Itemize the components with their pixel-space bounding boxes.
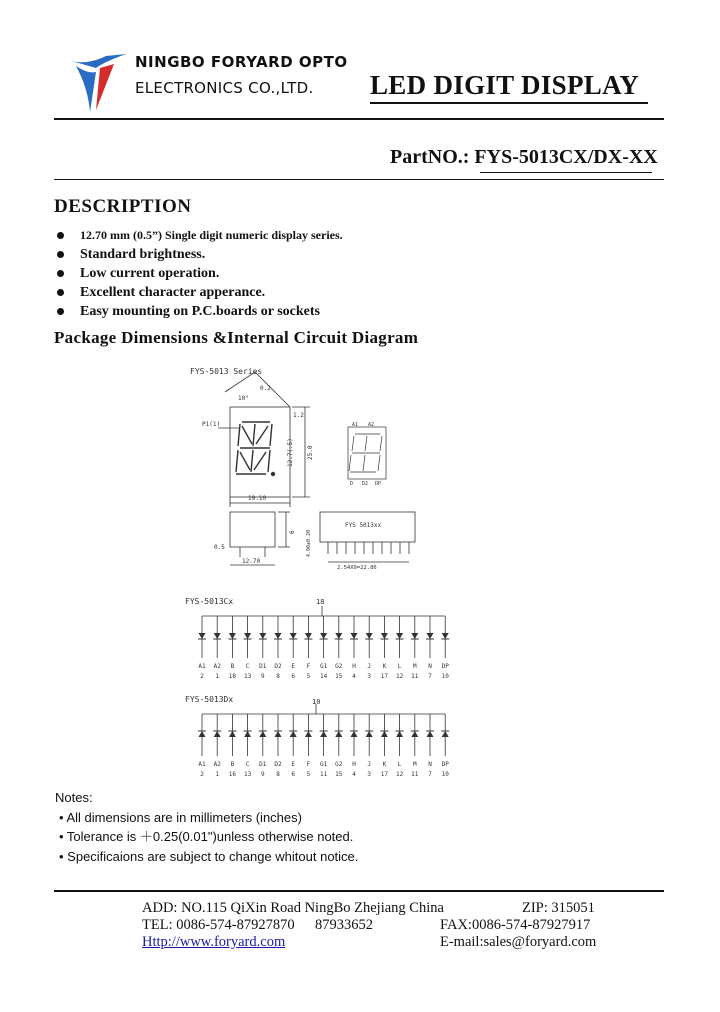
segment-label: F [306, 663, 311, 670]
back-view-pins [328, 542, 409, 554]
pin-number: 9 [260, 673, 265, 680]
segment-label: A1 [198, 663, 206, 670]
led-diode-icon [396, 731, 403, 737]
bullet-icon [57, 270, 64, 277]
led-diode-icon [199, 633, 206, 639]
pin-number: 4 [352, 771, 356, 778]
pin-number: 11 [411, 673, 419, 680]
led-diode-icon [229, 731, 236, 737]
dim-2-54: 2.54X9=22.86 [337, 565, 377, 571]
pin-number: 12 [395, 673, 404, 680]
pin-label-dp: DP [375, 481, 382, 487]
front-view-body [230, 407, 290, 497]
dim-10-deg: 10° [238, 395, 249, 402]
pin-label-a2: A2 [368, 422, 375, 428]
segment-label: D2 [274, 761, 282, 768]
led-diode-icon [411, 731, 418, 737]
led-diode-icon [335, 633, 342, 639]
footer-email: E-mail:sales@foryard.com [440, 934, 597, 950]
part-rule [54, 179, 664, 180]
feature-item: Low current operation. [54, 264, 343, 283]
pin-number: 3 [367, 673, 372, 680]
dim-25-0: 25.0 [307, 445, 314, 460]
pin-layout-diagram [348, 427, 386, 479]
part-number-underline [480, 172, 652, 173]
bullet-icon [57, 251, 64, 258]
pin-number: 16 [228, 771, 237, 778]
package-heading: Package Dimensions &Internal Circuit Diagram [54, 328, 419, 347]
led-diode-icon [320, 731, 327, 737]
feature-item: 12.70 mm (0.5”) Single digit numeric display series. [54, 226, 343, 245]
segment-label: DP [441, 761, 449, 768]
segment-label: K [382, 663, 387, 670]
footer-address: ADD: NO.115 QiXin Road NingBo Zhejiang China [142, 900, 444, 916]
pin-number: 10 [441, 771, 449, 778]
pin-number: 15 [335, 771, 343, 778]
led-diode-icon [351, 633, 358, 639]
footer-tel: TEL: 0086-574-87927870 [142, 917, 295, 933]
segment-label: J [367, 663, 372, 670]
led-diode-icon [427, 633, 434, 639]
led-diode-icon [320, 633, 327, 639]
dim-12-70: 12.70 [242, 558, 261, 565]
pin-label-d: D [350, 481, 354, 487]
dim-6: 6 [289, 530, 296, 534]
pin-number: 4 [352, 673, 356, 680]
segment-label: H [352, 663, 356, 670]
pin-number: 12 [395, 771, 404, 778]
led-diode-icon [381, 633, 388, 639]
led-diode-icon [381, 731, 388, 737]
circuit-cx-common-pin: 18 [316, 598, 325, 606]
notes-heading: Notes: [55, 790, 93, 805]
led-diode-icon [259, 731, 266, 737]
segment-label: E [291, 761, 296, 768]
notes-section [55, 788, 358, 866]
segment-label: N [428, 663, 432, 670]
led-diode-icon [214, 731, 221, 737]
footer-contact [54, 900, 614, 951]
pin-number: 7 [428, 771, 432, 778]
pin-number: 6 [291, 771, 296, 778]
circuit-diagram-cx [180, 590, 460, 680]
footer-website-link[interactable]: Http://www.foryard.com [142, 934, 286, 950]
segment-label: A2 [213, 761, 221, 768]
pin-number: 17 [380, 771, 389, 778]
led-diode-icon [290, 731, 297, 737]
segment-label: G2 [335, 663, 343, 670]
pin-number: 11 [319, 771, 328, 778]
title-underline [370, 102, 648, 104]
series-label: FYS-5013 Series [190, 367, 263, 376]
company-name-line1: NINGBO FORYARD OPTO [135, 53, 348, 71]
segment-label: D2 [274, 663, 282, 670]
led-diode-icon [305, 633, 312, 639]
pin-label-a1: A1 [352, 422, 359, 428]
header-rule [54, 118, 664, 120]
led-diode-icon [214, 633, 221, 639]
pin-number: 18 [228, 673, 237, 680]
led-diode-icon [396, 633, 403, 639]
feature-item: Standard brightness. [54, 245, 343, 264]
bullet-icon [57, 232, 64, 239]
pin-number: 9 [260, 771, 265, 778]
segment-label: A1 [198, 761, 206, 768]
pin-number: 15 [335, 673, 343, 680]
bullet-icon [57, 308, 64, 315]
led-diode-icon [335, 731, 342, 737]
led-diode-icon [275, 633, 282, 639]
side-view-body [230, 512, 275, 547]
segment-label: M [412, 663, 417, 670]
dim-4: 4.00±0.20 [306, 529, 312, 557]
dim-p1: P1(1) [202, 421, 221, 428]
segment-label: DP [441, 663, 449, 670]
part-number: PartNO.: FYS-5013CX/DX-XX [390, 146, 658, 168]
feature-list [54, 226, 343, 321]
pin-number: 1 [215, 673, 220, 680]
segment-label: M [412, 761, 417, 768]
pin-number: 2 [200, 673, 204, 680]
led-diode-icon [259, 633, 266, 639]
dim-1-2: 1.2 [293, 412, 304, 419]
led-diode-icon [229, 633, 236, 639]
led-diode-icon [275, 731, 282, 737]
document-title: LED DIGIT DISPLAY [370, 70, 640, 100]
pin-number: 17 [380, 673, 389, 680]
segment-label: D1 [259, 761, 267, 768]
pin-number: 8 [276, 673, 280, 680]
led-diode-icon [366, 731, 373, 737]
package-dimension-drawing [180, 362, 480, 582]
footer-tel2: 87933652 [315, 917, 373, 933]
segment-label: L [397, 663, 402, 670]
led-diode-icon [411, 633, 418, 639]
segment-label: G1 [319, 761, 328, 768]
segment-label: D1 [259, 663, 267, 670]
pin-number: 2 [200, 771, 204, 778]
led-diode-icon [366, 633, 373, 639]
led-diode-icon [351, 731, 358, 737]
bullet-icon [57, 289, 64, 296]
segment-label: E [291, 663, 296, 670]
circuit-cx-label: FYS-5013Cx [185, 597, 234, 606]
circuit-diagram-dx [180, 690, 460, 780]
segment-digit-graphic [236, 422, 275, 476]
segment-label: K [382, 761, 387, 768]
segment-label: B [230, 761, 235, 768]
led-diode-icon [290, 633, 297, 639]
pin-number: 13 [243, 673, 252, 680]
led-diode-icon [442, 633, 449, 639]
pin-number: 10 [441, 673, 449, 680]
segment-label: J [367, 761, 372, 768]
pin-number: 14 [319, 673, 328, 680]
segment-label: N [428, 761, 432, 768]
dim-12-7: 12.7(.5) [287, 438, 294, 467]
side-label: FYS 5013xx [345, 522, 382, 529]
feature-item: Excellent character apperance. [54, 283, 343, 302]
segment-label: G2 [335, 761, 343, 768]
segment-label: F [306, 761, 311, 768]
led-diode-icon [199, 731, 206, 737]
dim-0-5: 0.5 [214, 544, 225, 551]
segment-label: C [245, 663, 250, 670]
led-diode-icon [244, 633, 251, 639]
pin-number: 13 [243, 771, 252, 778]
pin-number: 7 [428, 673, 432, 680]
note-item: • Tolerance is ＋0.25(0.01")unless otherwise noted. [59, 829, 354, 844]
note-item: • All dimensions are in millimeters (inches) [59, 809, 302, 825]
segment-label: A2 [213, 663, 221, 670]
pin-number: 8 [276, 771, 280, 778]
pin-number: 6 [291, 673, 296, 680]
led-diode-icon [427, 731, 434, 737]
dim-19-10: 19.10 [248, 495, 267, 502]
segment-label: H [352, 761, 356, 768]
feature-item: Easy mounting on P.C.boards or sockets [54, 302, 343, 321]
company-name-line2: ELECTRONICS CO.,LTD. [135, 79, 314, 97]
pin-label-d2: D2 [362, 481, 369, 487]
pin-number: 5 [306, 673, 311, 680]
led-diode-icon [305, 731, 312, 737]
circuit-dx-common-pin: 10 [312, 698, 321, 706]
segment-label: G1 [319, 663, 328, 670]
description-heading: DESCRIPTION [54, 196, 192, 217]
segment-label: L [397, 761, 402, 768]
pin-number: 5 [306, 771, 311, 778]
pin-number: 1 [215, 771, 220, 778]
segment-label: C [245, 761, 250, 768]
company-logo-icon [66, 52, 128, 114]
pin-number: 11 [411, 771, 419, 778]
footer-zip: ZIP: 315051 [522, 900, 595, 916]
footer-fax: FAX:0086-574-87927917 [440, 917, 591, 933]
footer-rule [54, 890, 664, 892]
dim-0-2: 0.2 [260, 385, 271, 392]
led-diode-icon [442, 731, 449, 737]
circuit-dx-label: FYS-5013Dx [185, 695, 234, 704]
led-diode-icon [244, 731, 251, 737]
pin-number: 3 [367, 771, 372, 778]
note-item: • Specificaions are subject to change whitout notice. [59, 848, 359, 864]
segment-label: B [230, 663, 235, 670]
